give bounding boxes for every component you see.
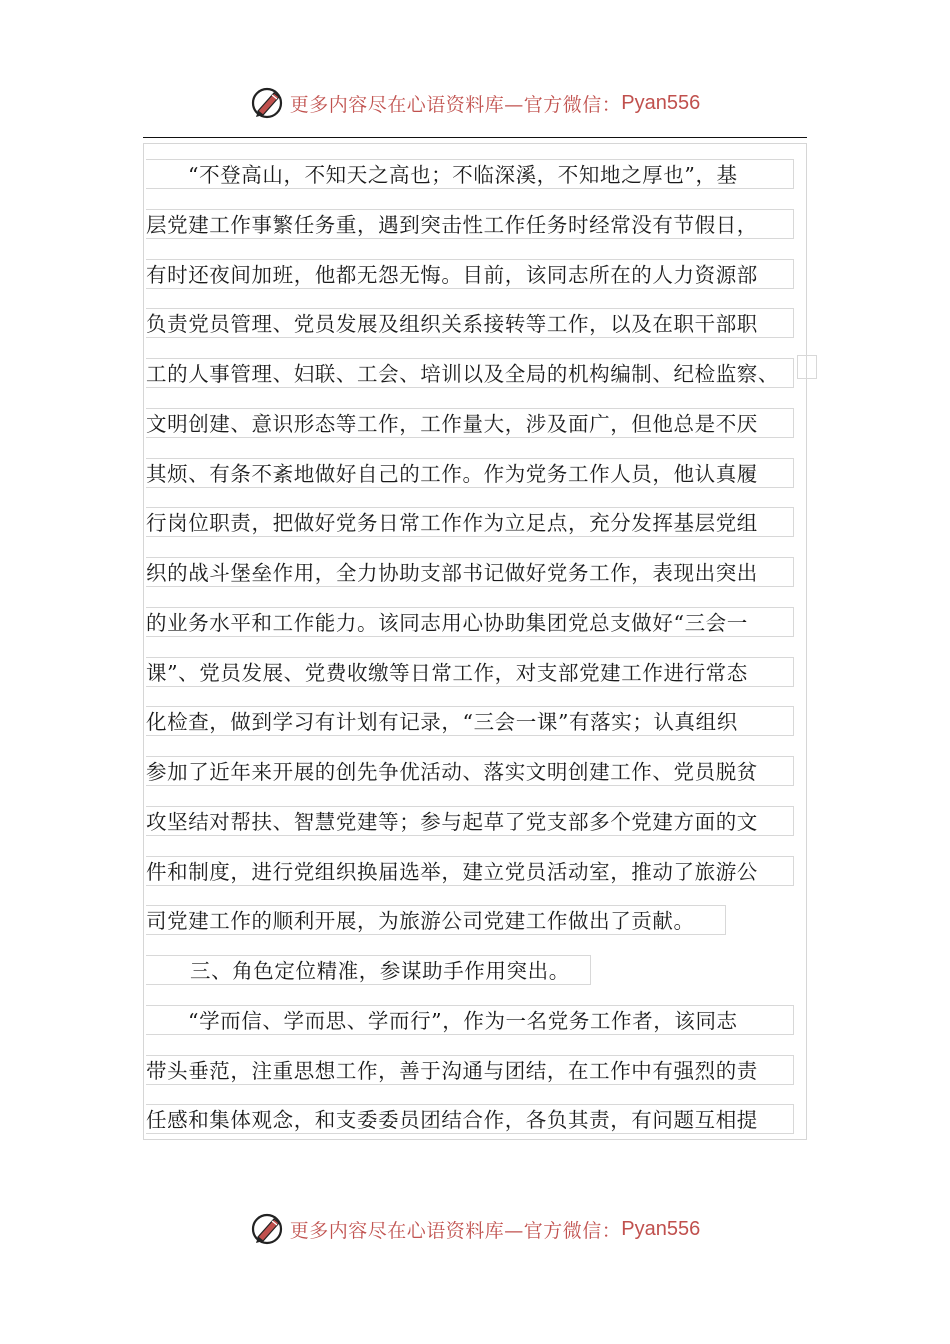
paragraph-text: “不登高山，不知天之高也；不临深溪，不知地之厚也”，基 xyxy=(146,159,794,189)
text-line xyxy=(146,200,806,250)
paragraph-text: 层党建工作事繁任务重，遇到突击性工作任务时经常没有节假日， xyxy=(146,209,794,239)
paragraph-text: 负责党员管理、党员发展及组织关系接转等工作，以及在职干部职 xyxy=(146,308,794,338)
paragraph-text: 课”、党员发展、党费收缴等日常工作，对支部党建工作进行常态 xyxy=(146,657,794,687)
pen-logo-icon xyxy=(250,85,286,121)
text-line xyxy=(146,847,806,897)
paragraph-text: “学而信、学而思、学而行”，作为一名党务工作者，该同志 xyxy=(146,1005,794,1035)
paragraph-text: 文明创建、意识形态等工作，工作量大，涉及面广，但他总是不厌 xyxy=(146,408,794,438)
paragraph-text: 化检查，做到学习有计划有记录，“三会一课”有落实；认真组织 xyxy=(146,706,794,736)
paragraph-text: 工的人事管理、妇联、工会、培训以及全局的机构编制、纪检监察、 xyxy=(146,358,794,388)
text-line xyxy=(146,399,806,449)
footer-wechat-id: Pyan556 xyxy=(621,1217,701,1240)
text-line xyxy=(146,797,806,847)
text-line xyxy=(146,349,806,399)
header-divider xyxy=(143,137,807,138)
text-line xyxy=(146,598,806,648)
text-line xyxy=(146,548,806,598)
text-line xyxy=(146,1046,806,1096)
paragraph-text: 织的战斗堡垒作用，全力协助支部书记做好党务工作，表现出突出 xyxy=(146,557,794,587)
paragraph-text: 其烦、有条不紊地做好自己的工作。作为党务工作人员，他认真履 xyxy=(146,458,794,488)
text-line xyxy=(146,896,806,946)
paragraph-text: 攻坚结对帮扶、智慧党建等；参与起草了党支部多个党建方面的文 xyxy=(146,806,794,836)
paragraph-text: 有时还夜间加班，他都无怨无悔。目前，该同志所在的人力资源部 xyxy=(146,259,794,289)
text-line xyxy=(146,299,806,349)
section-heading: 三、角色定位精准，参谋助手作用突出。 xyxy=(146,955,591,985)
text-line xyxy=(146,747,806,797)
header-wechat-id: Pyan556 xyxy=(621,91,701,114)
paragraph-text: 司党建工作的顺利开展，为旅游公司党建工作做出了贡献。 xyxy=(146,905,726,935)
footer-banner xyxy=(0,1204,950,1254)
text-line xyxy=(146,1095,806,1145)
text-line xyxy=(146,250,806,300)
header-banner xyxy=(0,78,950,128)
paragraph-text: 带头垂范，注重思想工作，善于沟通与团结，在工作中有强烈的责 xyxy=(146,1055,794,1085)
section-heading-line xyxy=(146,946,806,996)
text-line xyxy=(146,498,806,548)
header-title: 更多内容尽在心语资料库—官方微信： xyxy=(289,93,622,116)
footer-title: 更多内容尽在心语资料库—官方微信： xyxy=(289,1219,622,1242)
text-line xyxy=(146,697,806,747)
text-box-overflow-mark xyxy=(797,355,817,379)
paragraph-text: 的业务水平和工作能力。该同志用心协助集团党总支做好“三会一 xyxy=(146,607,794,637)
document-body xyxy=(146,150,806,1145)
paragraph-text: 件和制度，进行党组织换届选举，建立党员活动室，推动了旅游公 xyxy=(146,856,794,886)
paragraph-text: 参加了近年来开展的创先争优活动、落实文明创建工作、党员脱贫 xyxy=(146,756,794,786)
pen-logo-icon xyxy=(250,1211,286,1247)
paragraph-text: 任感和集体观念，和支委委员团结合作，各负其责，有问题互相提 xyxy=(146,1104,794,1134)
paragraph-text: 行岗位职责，把做好党务日常工作作为立足点，充分发挥基层党组 xyxy=(146,507,794,537)
text-line xyxy=(146,996,806,1046)
text-line xyxy=(146,648,806,698)
text-line xyxy=(146,449,806,499)
text-line xyxy=(146,150,806,200)
